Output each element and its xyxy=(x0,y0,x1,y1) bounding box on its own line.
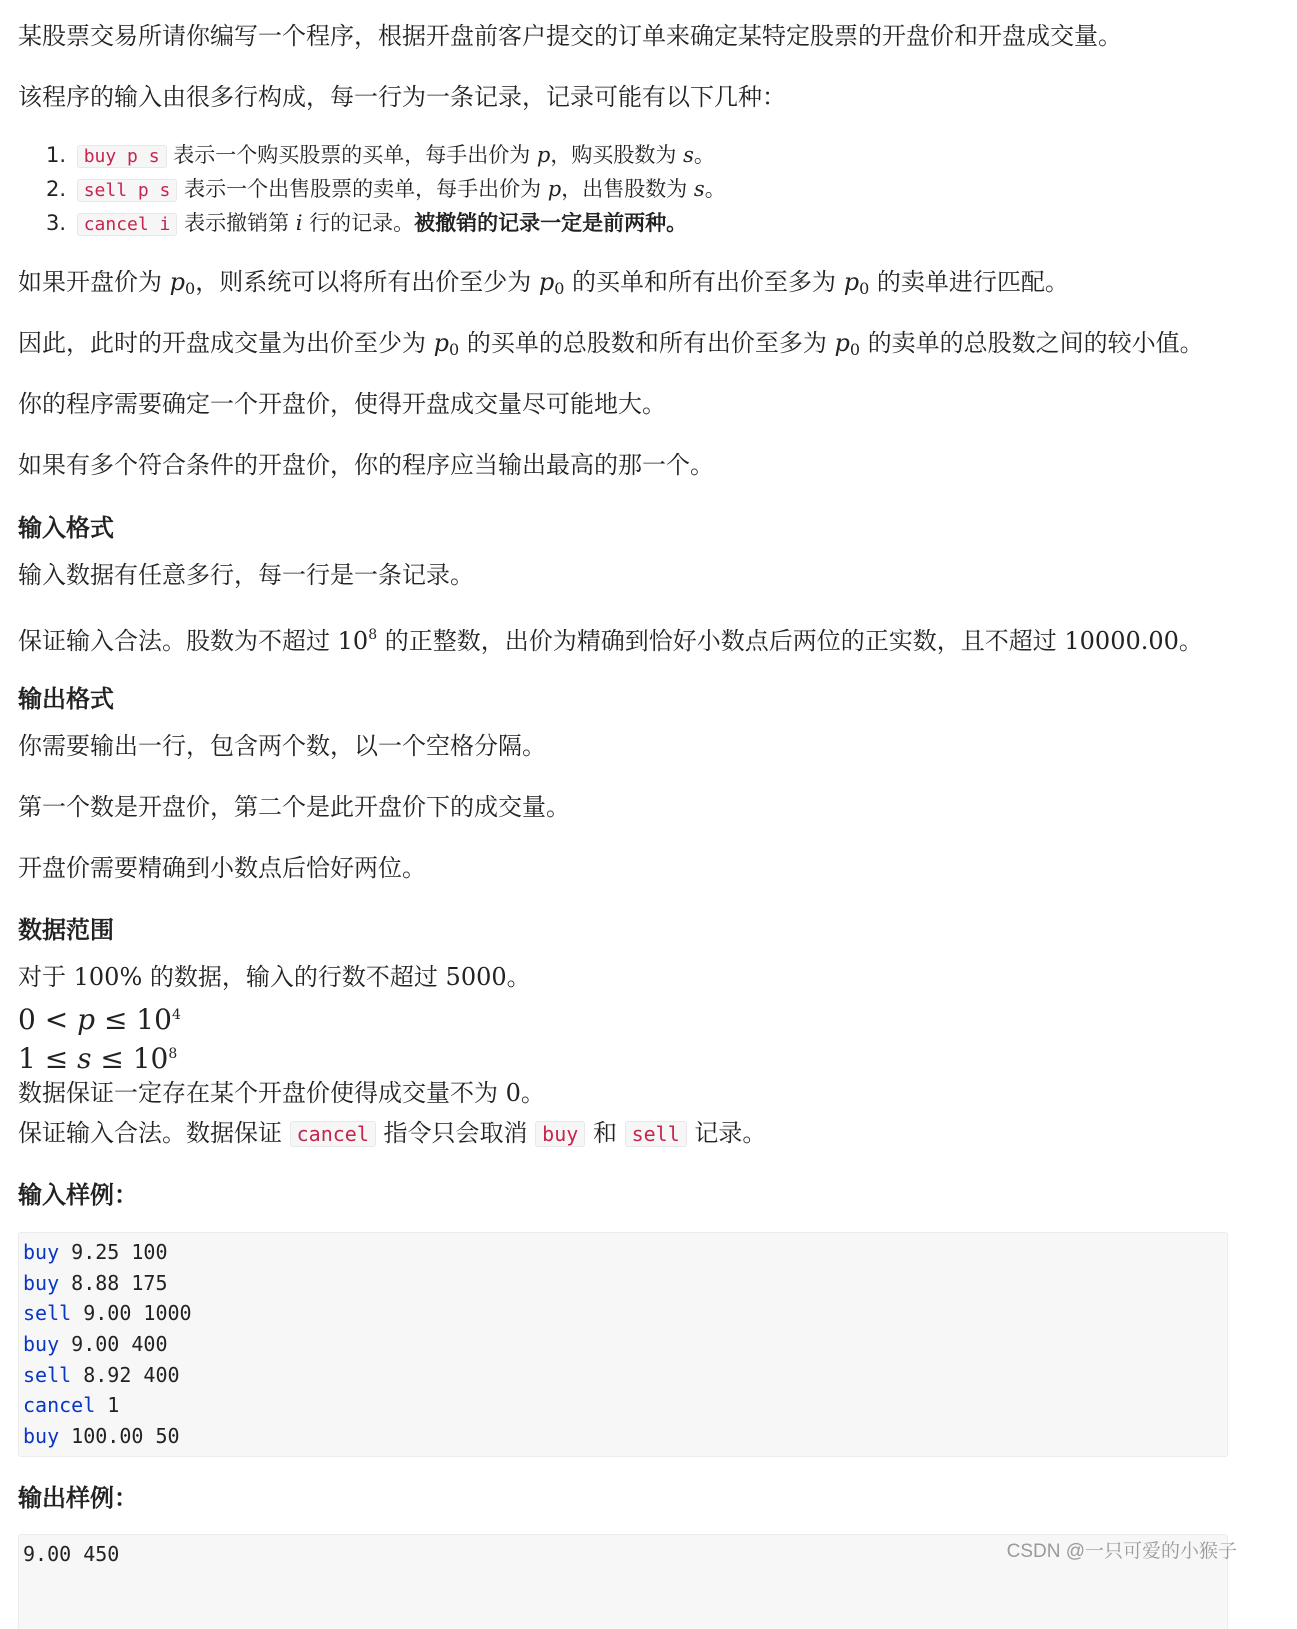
data-range-line-2 xyxy=(18,997,181,1038)
volume-paragraph xyxy=(18,325,1204,368)
text: 如果开盘价为 xyxy=(18,268,162,296)
list-text: 表示撤销第 xyxy=(184,211,290,235)
text: 的买单的总股数和所有出价至多为 xyxy=(466,329,827,357)
list-text: ，购买股数为 xyxy=(550,143,677,167)
input-format-line-1: 输入数据有任意多行，每一行是一条记录。 xyxy=(18,561,474,589)
list-text: 。 xyxy=(693,143,715,167)
list-number: 3. xyxy=(45,211,66,235)
output-format-line-2: 第一个数是开盘价，第二个是此开盘价下的成交量。 xyxy=(18,793,570,821)
data-range-line-1 xyxy=(18,959,531,995)
inline-code: cancel xyxy=(290,1121,376,1147)
text: 记录。 xyxy=(694,1119,767,1147)
list-text: 表示一个购买股票的买单，每手出价为 xyxy=(173,143,531,167)
math-p0: $p_0$ xyxy=(843,268,870,298)
list-item xyxy=(18,206,726,240)
text: 和 xyxy=(592,1119,617,1147)
data-range-heading: 数据范围 xyxy=(18,916,114,944)
text: 的卖单进行匹配。 xyxy=(876,268,1069,296)
inline-code: buy p s xyxy=(77,145,167,168)
inline-code: buy xyxy=(535,1121,585,1147)
math-p0: $p_0$ xyxy=(538,268,565,298)
inline-code: cancel i xyxy=(77,213,178,236)
data-range-line-4 xyxy=(18,1075,545,1111)
watermark: CSDN @一只可爱的小猴子 xyxy=(1006,1541,1237,1562)
list-number: 2. xyxy=(45,177,66,201)
inline-code: sell xyxy=(625,1121,687,1147)
text: 。 xyxy=(506,963,531,991)
list-number: 1. xyxy=(45,143,66,167)
text: 的数据，输入的行数不超过 xyxy=(149,963,438,991)
text: 。 xyxy=(1178,627,1203,655)
code-line: buy 9.00 400 xyxy=(23,1332,168,1357)
intro-paragraph-2: 该程序的输入由很多行构成，每一行为一条记录，记录可能有以下几种： xyxy=(18,83,786,111)
data-range-line-5 xyxy=(18,1115,766,1152)
math-var: s xyxy=(77,1042,92,1075)
text: 的卖单的总股数之间的较小值。 xyxy=(867,329,1204,357)
input-format-line-2 xyxy=(18,617,1203,659)
output-format-heading: 输出格式 xyxy=(18,685,114,713)
code-line: 9.00 450 xyxy=(23,1542,120,1566)
text: 的买单和所有出价至多为 xyxy=(572,268,837,296)
sample-output-heading: 输出样例： xyxy=(18,1484,138,1512)
output-format-line-3: 开盘价需要精确到小数点后恰好两位。 xyxy=(18,854,426,882)
math-number: 0 < xyxy=(18,1003,69,1036)
code-line: buy 9.25 100 xyxy=(23,1240,168,1264)
input-format-heading: 输入格式 xyxy=(18,514,114,542)
code-line: sell 9.00 1000 xyxy=(23,1301,192,1326)
math-number: 0 xyxy=(505,1079,521,1107)
list-item xyxy=(18,172,726,206)
math-var: p xyxy=(536,143,551,167)
math-var: s xyxy=(693,177,705,201)
text: 保证输入合法。股数为不超过 xyxy=(18,627,330,655)
list-text: 。 xyxy=(704,177,726,201)
code-line: buy 100.00 50 xyxy=(23,1424,180,1449)
math-power: ≤ $10^8$ xyxy=(100,1042,178,1075)
math-number: 100% xyxy=(73,963,143,991)
math-p0: $p_0$ xyxy=(169,268,196,298)
data-range-line-3 xyxy=(18,1036,177,1077)
math-number: 10000.00 xyxy=(1064,627,1179,655)
math-number: 1 ≤ xyxy=(18,1042,69,1075)
text: 对于 xyxy=(18,963,66,991)
math-p0: $p_0$ xyxy=(433,329,460,359)
goal-paragraph: 你的程序需要确定一个开盘价，使得开盘成交量尽可能地大。 xyxy=(18,390,666,418)
code-line: sell 8.92 400 xyxy=(23,1362,180,1387)
bold-note: 被撤销的记录一定是前两种。 xyxy=(414,211,688,235)
list-item xyxy=(18,138,726,172)
math-p0: $p_0$ xyxy=(834,329,861,359)
code-line: cancel 1 xyxy=(23,1393,120,1418)
math-number: 5000 xyxy=(445,963,507,991)
match-paragraph xyxy=(18,264,1069,307)
list-text: 表示一个出售股票的卖单，每手出价为 xyxy=(184,177,542,201)
record-types-list xyxy=(18,138,726,240)
text: 指令只会取消 xyxy=(383,1119,528,1147)
text: 数据保证一定存在某个开盘价使得成交量不为 xyxy=(18,1079,498,1107)
text: 因此，此时的开盘成交量为出价至少为 xyxy=(18,329,426,357)
text: 保证输入合法。数据保证 xyxy=(18,1119,282,1147)
math-power: ≤ $10^4$ xyxy=(103,1003,181,1036)
math-var: s xyxy=(683,143,694,167)
intro-paragraph-1: 某股票交易所请你编写一个程序，根据开盘前客户提交的订单来确定某特定股票的开盘价和开盘成交量。 xyxy=(18,22,1122,50)
tie-paragraph: 如果有多个符合条件的开盘价，你的程序应当输出最高的那一个。 xyxy=(18,451,714,479)
inline-code: sell p s xyxy=(77,179,178,202)
sample-input-code xyxy=(18,1232,1228,1457)
code-line: buy 8.88 175 xyxy=(23,1270,168,1295)
text: 。 xyxy=(520,1079,545,1107)
math-var: p xyxy=(77,1003,96,1036)
text: ，则系统可以将所有出价至少为 xyxy=(195,268,532,296)
sample-input-heading: 输入样例： xyxy=(18,1181,138,1209)
math-var: p xyxy=(547,177,562,201)
math-power: $10^8$ xyxy=(337,627,378,655)
list-text: 行的记录。 xyxy=(309,211,415,235)
output-format-line-1: 你需要输出一行，包含两个数，以一个空格分隔。 xyxy=(18,732,546,760)
math-var: i xyxy=(295,211,303,235)
text: 的正整数，出价为精确到恰好小数点后两位的正实数，且不超过 xyxy=(384,627,1057,655)
list-text: ，出售股数为 xyxy=(561,177,688,201)
